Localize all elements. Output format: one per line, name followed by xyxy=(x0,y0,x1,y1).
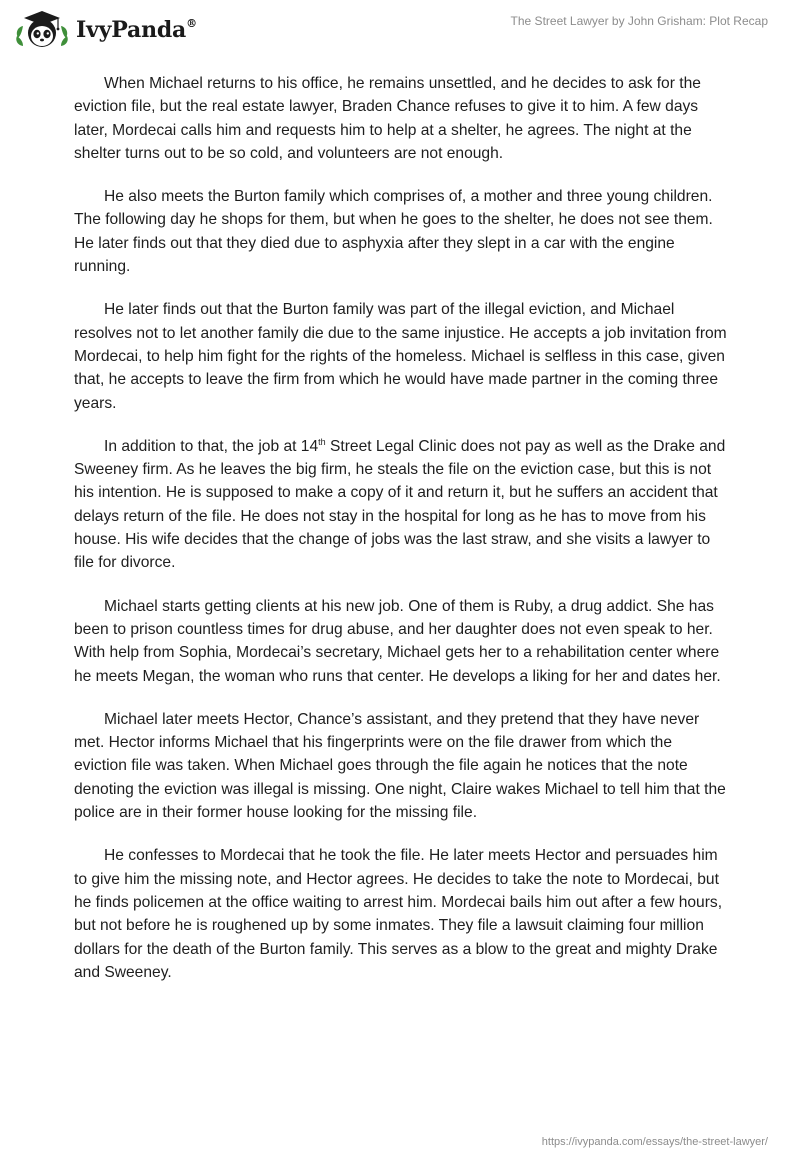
essay-body xyxy=(74,72,729,1004)
document-title: The Street Lawyer by John Grisham: Plot Recap xyxy=(510,14,768,28)
paragraph-6: Michael later meets Hector, Chance’s assistant, and they pretend that they have never met. Hector informs Michael that his fingerprints were on the file drawer from which the eviction file was taken. When Michael goes through the file again he notices that the note denoting the eviction was illegal is missing. One night, Claire wakes Michael to tell him that the police are in their former house looking for the missing file. xyxy=(74,710,726,822)
paragraph-2: He also meets the Burton family which comprises of, a mother and three young children. The following day he shops for them, but when he goes to the shelter, he does not see them. He later finds out that they died due to asphyxia after they slept in a car with the engine running. xyxy=(74,188,713,276)
paragraph-4-start: In addition to that, the job at 14 xyxy=(104,437,319,455)
panda-graduate-icon xyxy=(14,8,72,52)
registered-mark: ® xyxy=(186,16,197,30)
paragraph-1: When Michael returns to his office, he remains unsettled, and he decides to ask for the eviction file, but the real estate lawyer, Braden Chance refuses to give it to him. A few days later, Mordecai calls him and requests him to help at a shelter, he agrees. The night at the shelter turns out to be so cold, and volunteers are not enough. xyxy=(74,75,701,162)
ivypanda-logo[interactable] xyxy=(14,8,197,52)
paragraph-4-rest: Street Legal Clinic does not pay as well as the Drake and Sweeney firm. As he leaves the big firm, he steals the file on the eviction case, but this is not his intention. He is supposed to make a copy of it and return it, but he suffers an accident that delays return of the file. He does not stay in the hospital for long as he has to move from his house. His wife decides that the change of jobs was the last straw, and she visits a lawyer to file for divorce. xyxy=(74,437,726,572)
paragraph-3: He later finds out that the Burton family was part of the illegal eviction, and Michael resolves not to let another family die due to the same injustice. He accepts a job invitation from Mordecai, to help him fight for the rights of the homeless. Michael is selfless in this case, given that, he accepts to leave the firm from which he would have made partner in the coming three years. xyxy=(74,301,727,412)
source-url[interactable]: https://ivypanda.com/essays/the-street-lawyer/ xyxy=(541,1136,768,1148)
paragraph-5: Michael starts getting clients at his new job. One of them is Ruby, a drug addict. She has been to prison countless times for drug abuse, and her daughter does not even speak to her. With help from Sophia, Mordecai’s secretary, Michael gets her to a rehabilitation center where he meets Megan, the woman who runs that center. He develops a liking for her and dates her. xyxy=(74,597,721,685)
page-header xyxy=(0,0,800,60)
ordinal-suffix: th xyxy=(318,436,326,447)
brand-name-text: IvyPanda xyxy=(76,17,187,43)
brand-name xyxy=(76,17,197,43)
paragraph-4 xyxy=(74,435,729,575)
paragraph-7: He confesses to Mordecai that he took the file. He later meets Hector and persuades him to give him the missing note, and Hector agrees. He decides to take the note to Mordecai, but he finds policemen at the office waiting to arrest him. Mordecai bails him out after a few hours, but not before he is roughened up by some inmates. They file a lawsuit claiming four million dollars for the death of the Burton family. This serves as a blow to the great and mighty Drake and Sweeney. xyxy=(74,847,723,981)
